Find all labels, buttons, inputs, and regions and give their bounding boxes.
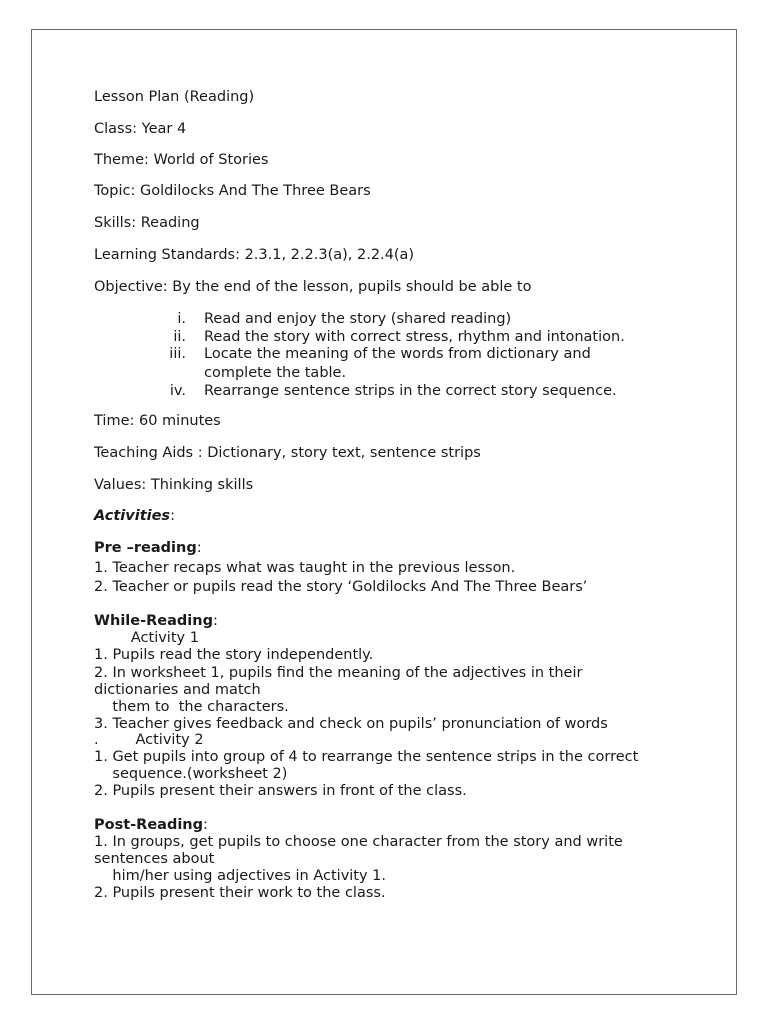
pre-reading-line: 1. Teacher recaps what was taught in the previous lesson. [94, 560, 516, 576]
document-page [31, 29, 737, 995]
while-reading-heading-text: While-Reading [94, 613, 213, 629]
pre-reading-heading [94, 539, 202, 557]
pre-reading-heading-text: Pre –reading [94, 540, 197, 556]
activities-heading [94, 507, 175, 525]
post-reading-line: 1. In groups, get pupils to choose one character from the story and write [94, 834, 623, 850]
while-reading-heading-colon: : [212, 613, 218, 629]
list-item-text: Read the story with correct stress, rhythm and intonation. [204, 329, 625, 345]
list-item-number: iv. [169, 383, 186, 399]
post-reading-heading-colon: : [203, 817, 208, 833]
objective-line: Objective: By the end of the lesson, pupils should be able to [94, 279, 532, 295]
theme-line: Theme: World of Stories [94, 152, 269, 168]
topic-line: Topic: Goldilocks And The Three Bears [94, 183, 371, 199]
while-reading-line: them to the characters. [94, 699, 289, 715]
while-reading-line: . Activity 2 [94, 732, 204, 748]
while-reading-heading [94, 612, 218, 630]
values-line: Values: Thinking skills [94, 477, 254, 493]
while-reading-line: 2. In worksheet 1, pupils find the meaning of the adjectives in their [94, 665, 583, 681]
while-reading-line: 3. Teacher gives feedback and check on pupils’ pronunciation of words [94, 716, 608, 732]
list-item-text: Read and enjoy the story (shared reading) [204, 311, 512, 327]
while-reading-line: sequence.(worksheet 2) [94, 766, 288, 782]
list-item-number: ii. [173, 329, 186, 345]
post-reading-line: 2. Pupils present their work to the class. [94, 885, 386, 901]
while-reading-line: dictionaries and match [94, 682, 261, 698]
standards-line: Learning Standards: 2.3.1, 2.2.3(a), 2.2.4(a) [94, 247, 415, 263]
class-line: Class: Year 4 [94, 121, 187, 137]
list-item-number: i. [177, 311, 186, 327]
time-line: Time: 60 minutes [94, 413, 221, 429]
lesson-title: Lesson Plan (Reading) [94, 89, 255, 105]
post-reading-line: sentences about [94, 851, 215, 867]
list-item-text: complete the table. [204, 365, 347, 381]
post-reading-heading [94, 816, 208, 834]
list-item-number: iii. [169, 346, 186, 362]
teaching-aids-line: Teaching Aids : Dictionary, story text, sentence strips [94, 445, 481, 461]
activities-heading-colon: : [170, 508, 175, 524]
while-reading-line: Activity 1 [94, 630, 199, 646]
while-reading-line: 1. Get pupils into group of 4 to rearrange the sentence strips in the correct [94, 749, 639, 765]
pre-reading-heading-colon: : [196, 540, 202, 556]
pre-reading-line: 2. Teacher or pupils read the story ‘Goldilocks And The Three Bears’ [94, 579, 588, 595]
list-item-text: Locate the meaning of the words from dictionary and [204, 346, 591, 362]
while-reading-line: 1. Pupils read the story independently. [94, 647, 374, 663]
list-item-text: Rearrange sentence strips in the correct story sequence. [204, 383, 617, 399]
activities-heading-text: Activities [94, 508, 171, 524]
while-reading-line: 2. Pupils present their answers in front of the class. [94, 783, 467, 799]
skills-line: Skills: Reading [94, 215, 200, 231]
post-reading-line: him/her using adjectives in Activity 1. [94, 868, 387, 884]
post-reading-heading-text: Post-Reading [94, 817, 204, 833]
